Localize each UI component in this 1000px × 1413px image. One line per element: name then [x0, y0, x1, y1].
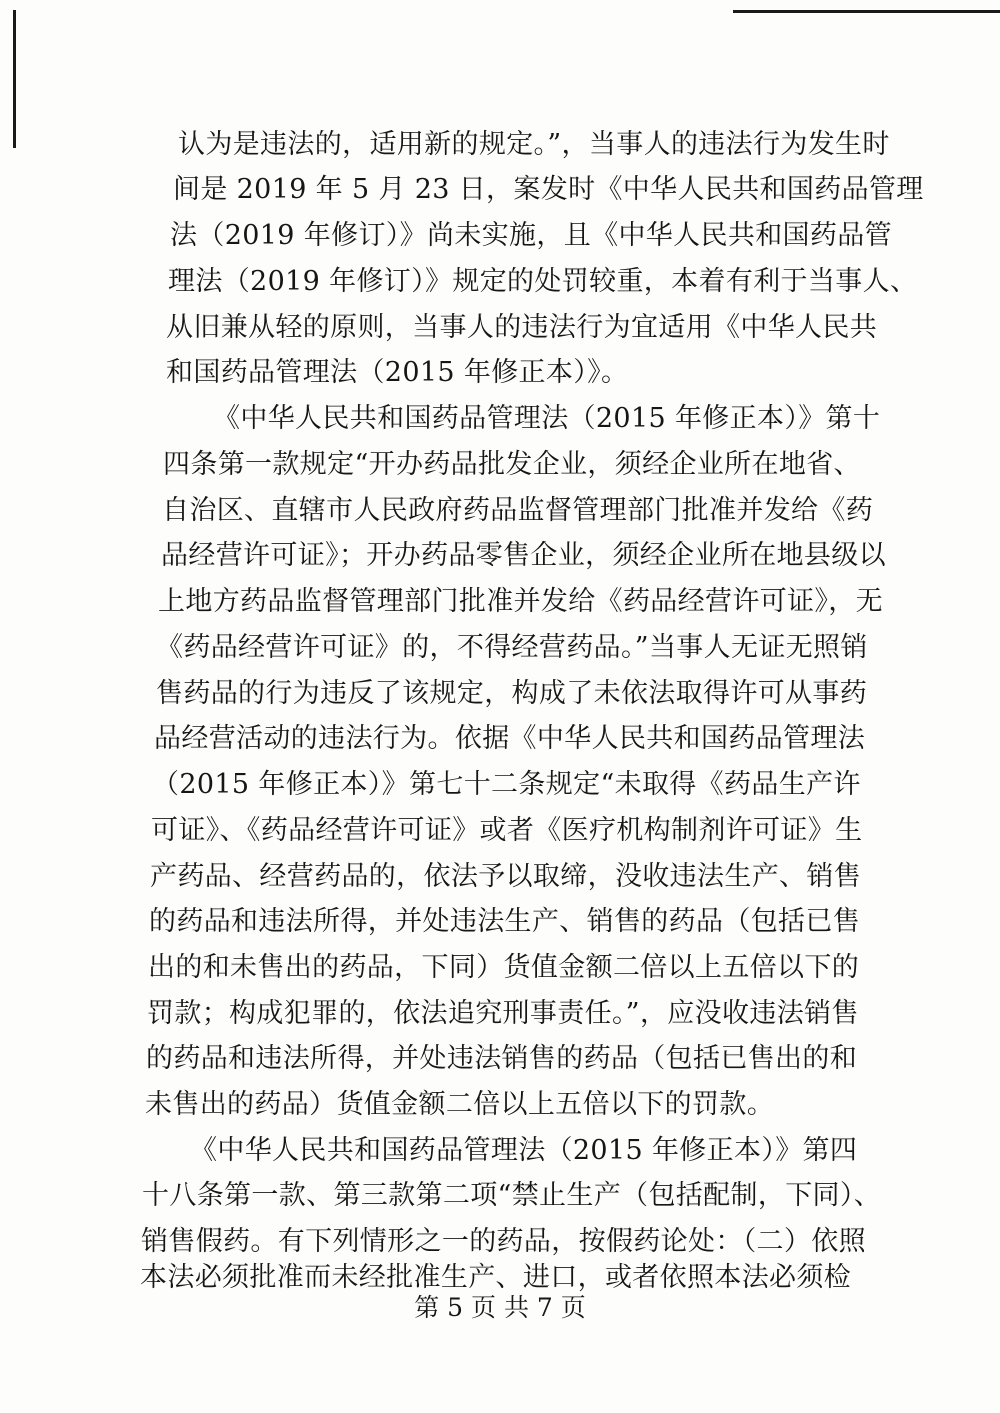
text-line: 理法（2019 年修订）》规定的处罚较重，本着有利于当事人、	[168, 266, 918, 297]
text-line: 从旧兼从轻的原则，当事人的违法行为宜适用《中华人民共	[166, 312, 878, 343]
text-line: 未售出的药品）货值金额二倍以上五倍以下的罚款。	[145, 1089, 775, 1120]
text-line: 罚款；构成犯罪的，依法追究刑事责任。”，应没收违法销售	[147, 998, 859, 1029]
text-line: 的药品和违法所得，并处违法生产、销售的药品（包括已售	[149, 906, 861, 937]
scan-edge-top	[733, 10, 1000, 13]
text-line: 十八条第一款、第三款第二项“禁止生产（包括配制，下同）、	[142, 1180, 882, 1211]
text-line: （2015 年修正本）》第七十二条规定“未取得《药品生产许	[152, 769, 861, 800]
text-line: 自治区、直辖市人民政府药品监督管理部门批准并发给《药	[162, 495, 874, 526]
text-line: 间是 2019 年 5 月 23 日，案发时《中华人民共和国药品管理	[173, 174, 924, 205]
text-line: 四条第一款规定“开办药品批发企业，须经企业所在地省、	[163, 449, 861, 480]
text-line: 品经营许可证》；开办药品零售企业，须经企业所在地县级以	[161, 540, 886, 571]
text-line: 上地方药品监督管理部门批准并发给《药品经营许可证》，无	[158, 586, 883, 617]
text-line: 《中华人民共和国药品管理法（2015 年修正本）》第四	[190, 1135, 858, 1166]
text-line: 产药品、经营药品的，依法予以取缔，没收违法生产、销售	[150, 861, 862, 892]
text-line: 法（2019 年修订）》尚未实施，且《中华人民共和国药品管	[170, 220, 892, 251]
text-line: 和国药品管理法（2015 年修正本）》。	[166, 357, 629, 388]
text-line: 认为是违法的，适用新的规定。”，当事人的违法行为发生时	[178, 129, 890, 160]
text-line: 售药品的行为违反了该规定，构成了未依法取得许可从事药	[156, 678, 868, 709]
text-line: 《药品经营许可证》的，不得经营药品。”当事人无证无照销	[156, 632, 868, 663]
page-number: 第 5 页 共 7 页	[414, 1293, 586, 1322]
text-line: 本法必须批准而未经批准生产、进口，或者依照本法必须检	[140, 1262, 852, 1293]
text-line: 出的和未售出的药品，下同）货值金额二倍以上五倍以下的	[148, 952, 860, 983]
text-line: 销售假药。有下列情形之一的药品，按假药论处：（二）依照	[141, 1226, 866, 1257]
text-line: 《中华人民共和国药品管理法（2015 年修正本）》第十	[213, 403, 881, 434]
scan-edge-left	[13, 10, 16, 148]
text-line: 可证》、《药品经营许可证》或者《医疗机构制剂许可证》生	[151, 815, 863, 846]
text-line: 品经营活动的违法行为。依据《中华人民共和国药品管理法	[154, 723, 866, 754]
text-line: 的药品和违法所得，并处违法销售的药品（包括已售出的和	[146, 1043, 858, 1074]
